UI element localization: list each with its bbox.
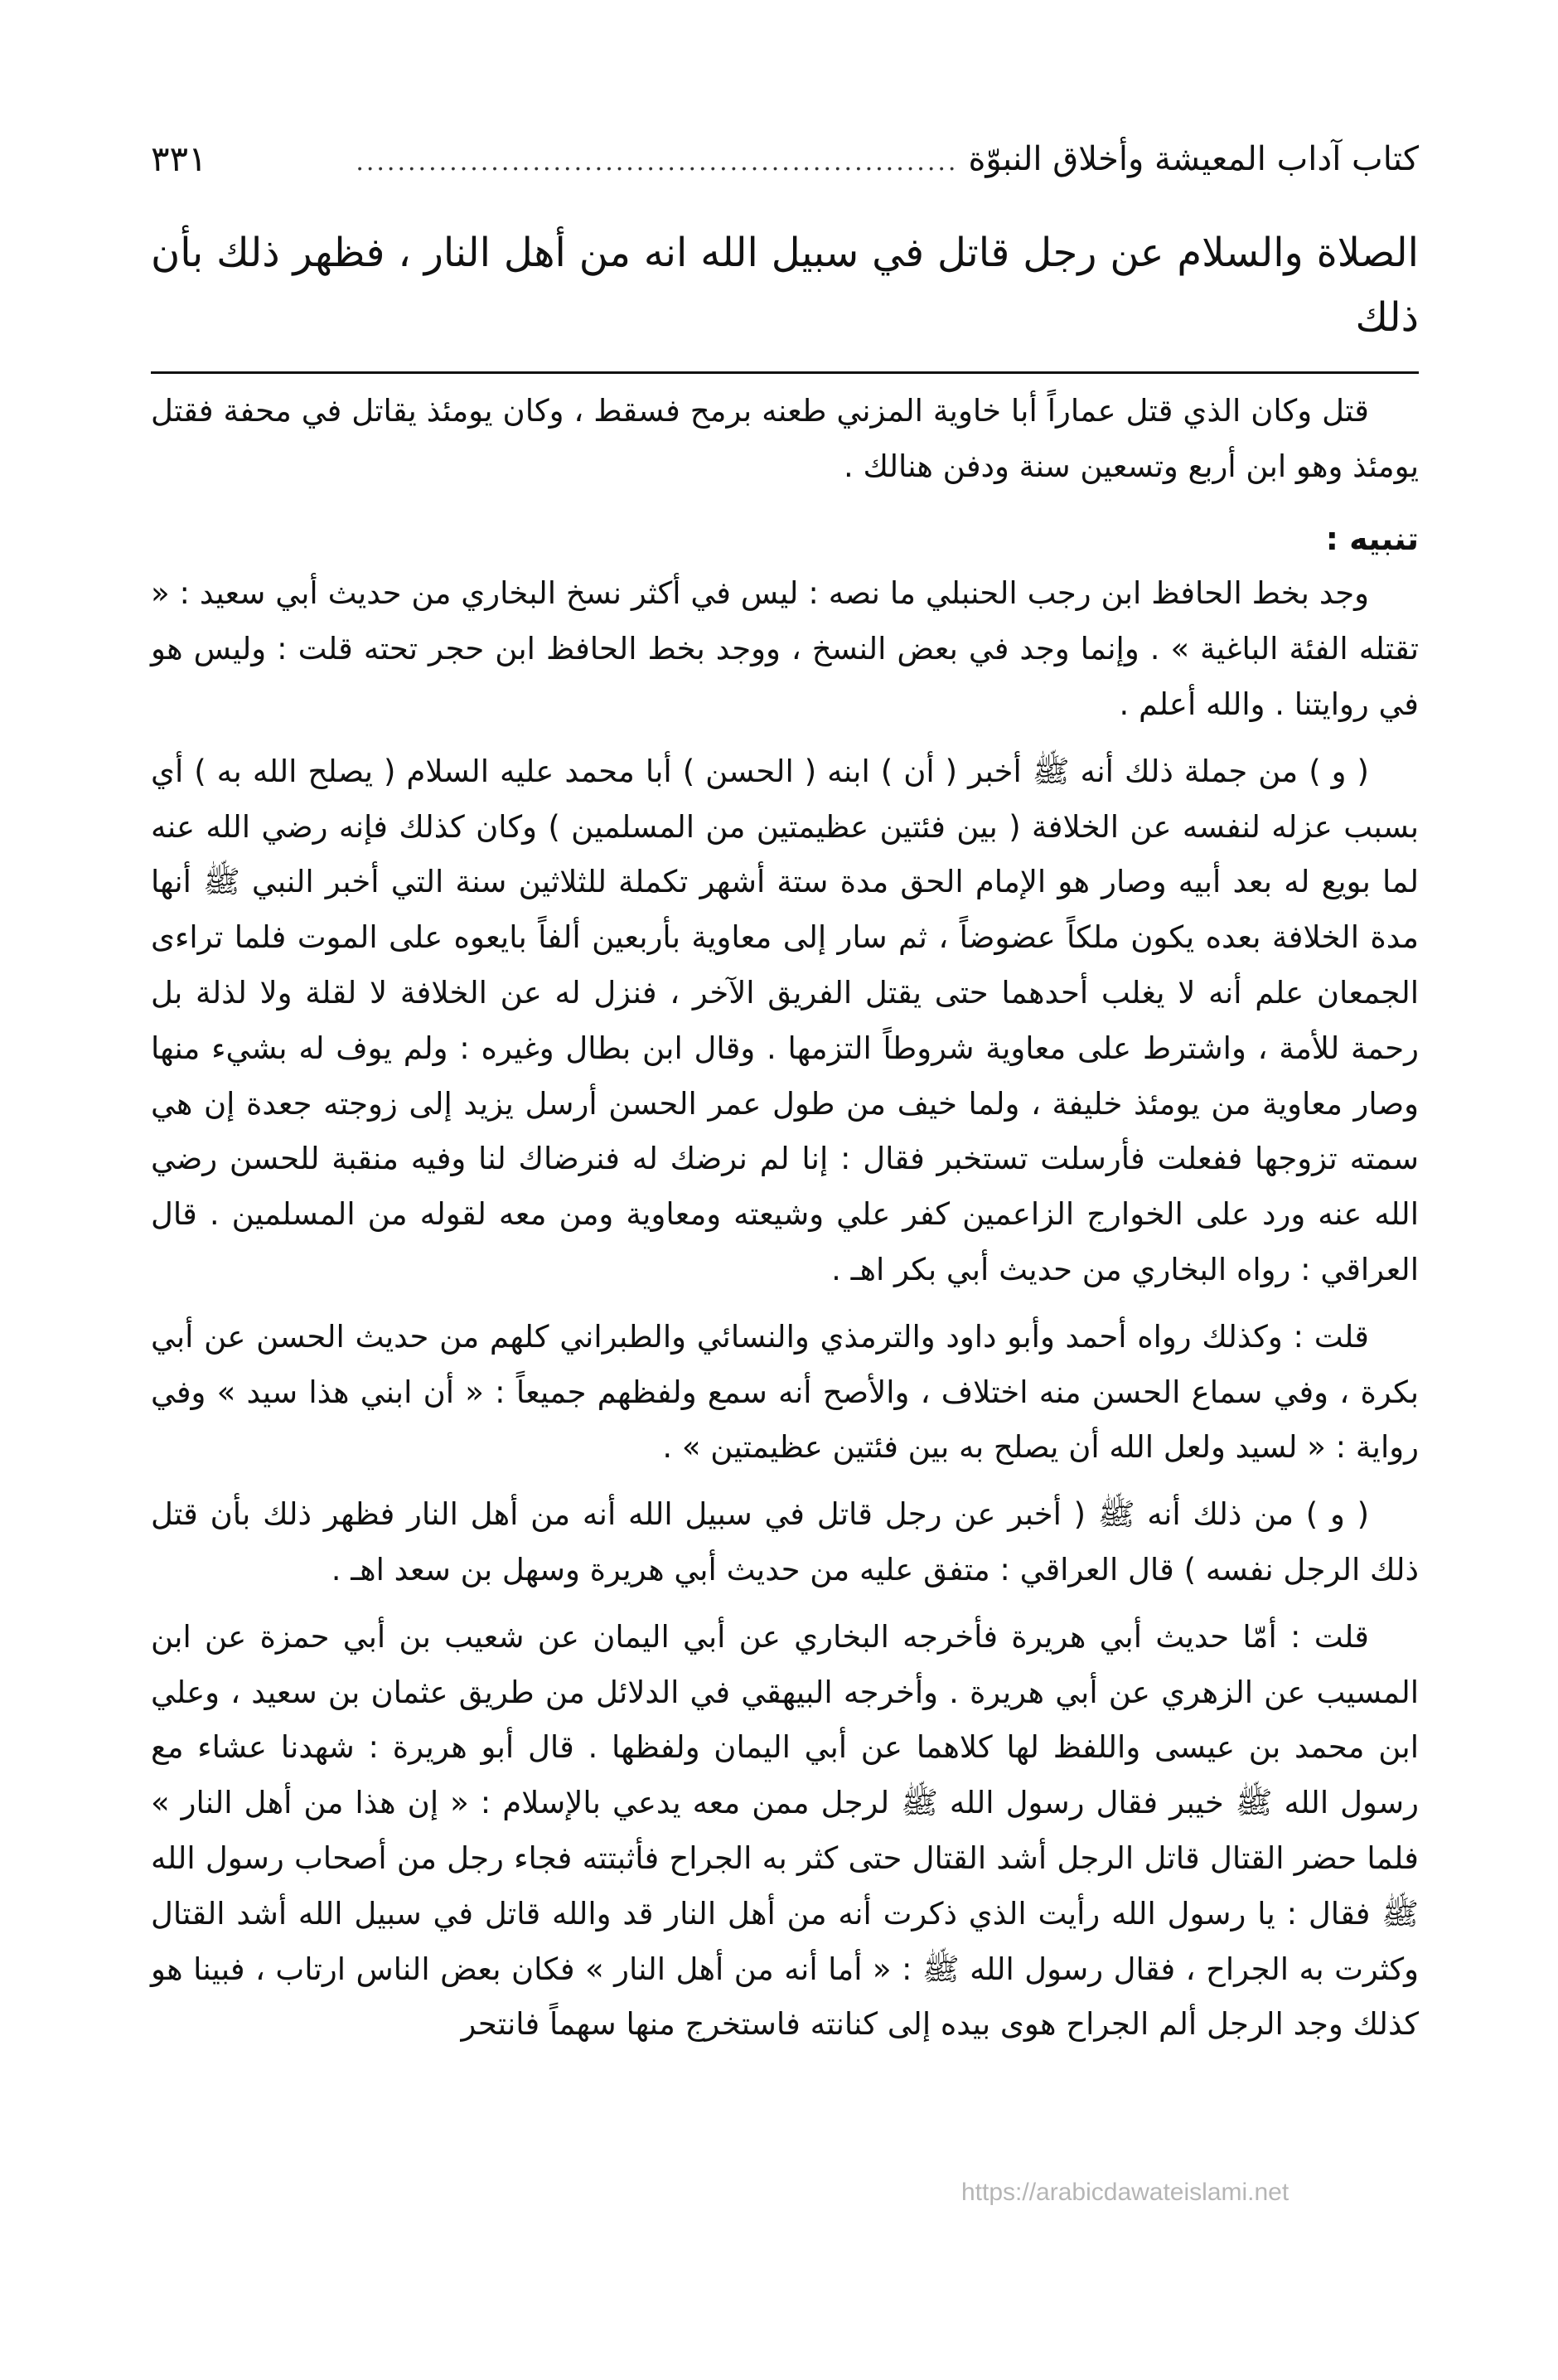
notice-heading: تنبيه : (1325, 520, 1419, 557)
commentary-paragraph: ( و ) من جملة ذلك أنه ﷺ أخبر ( أن ) ابنه ( الحسن ) أبا محمد عليه السلام ( يصلح الله به ) أي بسبب عزله لنفسه عن الخلافة ( بين فئتين عظيمتين من المسلمين ) وكان كذلك فإنه رضي الله عنه لما بويع له بعد أبيه وصار هو الإمام الحق مدة ستة أشهر تكملة للثلاثين سنة التي أخبر النبي ﷺ أنها مدة الخلافة بعده يكون ملكاً عضوضاً ، ثم سار إلى معاوية بأربعين ألفاً بايعوه على الموت فلما تراءى الجمعان علم أنه لا يغلب أحدهما حتى يقتل الفريق الآخر ، فنزل له عن الخلافة لا لقلة ولا لذلة بل رحمة للأمة ، واشترط على معاوية شروطاً التزمها . وقال ابن بطال وغيره : ولم يوف له بشيء منها وصار معاوية من يومئذ خليفة ، ولما خيف من طول عمر الحسن أرسل يزيد إلى زوجته جعدة إن هي سمته تزوجها ففعلت فأرسلت تستخبر فقال : إنا لم نرضك له فنرضاك لنا وفيه منقبة للحسن رضي الله عنه ورد على الخوارج الزاعمين كفر علي وشيعته ومعاوية ومن معه لقوله من المسلمين . قال العراقي : رواه البخاري من حديث أبي بكر اهـ . (151, 753, 1419, 1287)
site-watermark: https://arabicdawateislami.net (961, 2179, 1289, 2206)
book-title: كتاب آداب المعيشة وأخلاق النبوّة (968, 140, 1419, 178)
leader-dots: .......................................................... (356, 148, 959, 177)
page-number: ٣٣١ (151, 138, 207, 179)
footnote-paragraph: قتل وكان الذي قتل عماراً أبا خاوية المزني طعنه برمح فسقط ، وكان يومئذ يقاتل في محفة فقتل يومئذ وهو ابن أربع وتسعين سنة ودفن هنالك . (151, 393, 1419, 484)
commentary-block (151, 384, 1419, 2053)
commentary-paragraph: ( و ) من ذلك أنه ﷺ ( أخبر عن رجل قاتل في سبيل الله أنه من أهل النار فظهر ذلك بأن قتل ذلك الرجل نفسه ) قال العراقي : متفق عليه من حديث أبي هريرة وسهل بن سعد اهـ . (151, 1496, 1419, 1587)
commentary-paragraph: قلت : أمّا حديث أبي هريرة فأخرجه البخاري عن أبي اليمان عن شعيب بن أبي حمزة عن ابن المسيب عن الزهري عن أبي هريرة . وأخرجه البيهقي في الدلائل من طريق عثمان بن سعيد ، وعلي ابن محمد بن عيسى واللفظ لها كلاهما عن أبي اليمان ولفظها . قال أبو هريرة : شهدنا عشاء مع رسول الله ﷺ خيبر فقال رسول الله ﷺ لرجل ممن معه يدعي بالإسلام : « إن هذا من أهل النار » فلما حضر القتال قاتل الرجل أشد القتال حتى كثر به الجراح فأثبتته فجاء رجل من أصحاب رسول الله ﷺ فقال : يا رسول الله رأيت الذي ذكرت أنه من أهل النار قد والله قاتل في سبيل الله أشد القتال وكثرت به الجراح ، فقال رسول الله ﷺ : « أما أنه من أهل النار » فكان بعض الناس ارتاب ، فبينا هو كذلك وجد الرجل ألم الجراح هوى بيده إلى كنانته فاستخرج منها سهماً فانتحر (151, 1618, 1419, 2043)
running-header (151, 124, 1419, 182)
notice-paragraph: وجد بخط الحافظ ابن رجب الحنبلي ما نصه : ليس في أكثر نسخ البخاري من حديث أبي سعيد : « تقتله الفئة الباغية » . وإنما وجد في بعض النسخ ، ووجد بخط الحافظ ابن حجر تحته قلت : وليس هو في روايتنا . والله أعلم . (151, 575, 1419, 722)
commentary-paragraph: قلت : وكذلك رواه أحمد وأبو داود والترمذي والنسائي والطبراني كلهم من حديث الحسن عن أبي بكرة ، وفي سماع الحسن منه اختلاف ، والأصح أنه سمع ولفظهم جميعاً : « أن ابني هذا سيد » وفي رواية : « لسيد ولعل الله أن يصلح به بين فئتين عظيمتين » . (151, 1318, 1419, 1466)
separator-rule (151, 371, 1419, 374)
book-page (151, 124, 1419, 2346)
main-text: الصلاة والسلام عن رجل قاتل في سبيل الله انه من أهل النار ، فظهر ذلك بأن ذلك (151, 230, 1420, 341)
